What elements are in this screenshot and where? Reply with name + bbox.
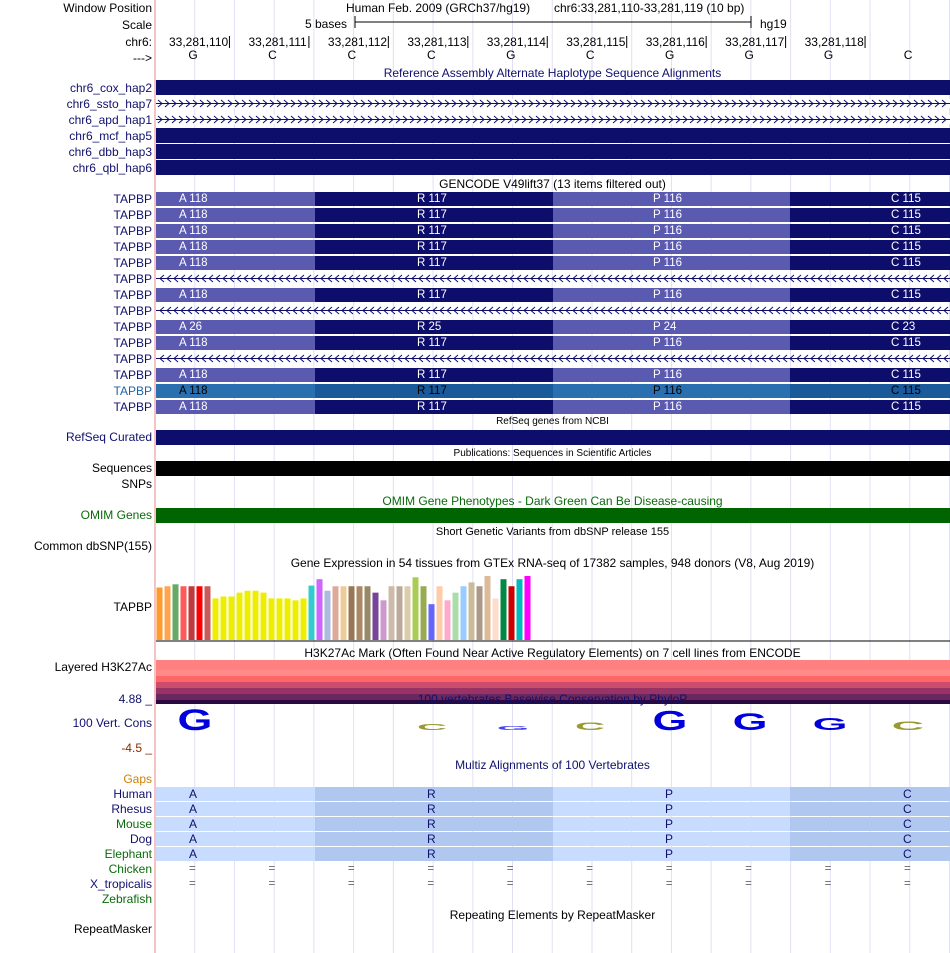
chrom-label: chr6:	[125, 35, 152, 49]
gtex-tissue-bar[interactable]	[525, 576, 531, 640]
gtex-tissue-bar[interactable]	[461, 586, 467, 640]
multiz-aa-block[interactable]	[156, 817, 315, 831]
scale-text: 5 bases	[305, 17, 348, 31]
gtex-tissue-bar[interactable]	[261, 593, 267, 640]
multiz-track-title[interactable]: Multiz Alignments of 100 Vertebrates	[455, 758, 650, 772]
position-tick-label: 33,281,116	[645, 35, 705, 49]
position-tick-label: 33,281,113	[407, 35, 467, 49]
amino-acid-label: P 116	[653, 401, 682, 413]
amino-acid-label: R 117	[417, 385, 447, 397]
gtex-tissue-bar[interactable]	[517, 579, 523, 640]
multiz-species-label[interactable]: Rhesus	[111, 802, 152, 816]
gtex-tissue-bar[interactable]	[373, 593, 379, 640]
amino-acid-label: R 117	[417, 225, 447, 237]
gencode-transcript-label[interactable]: TAPBP	[113, 352, 152, 366]
gencode-transcript-label[interactable]: TAPBP	[113, 304, 152, 318]
base-letter: G	[188, 48, 198, 62]
multiz-aa-label: R	[427, 787, 436, 801]
phylop-base-glyph: C	[574, 720, 606, 733]
amino-acid-label: A 118	[179, 241, 208, 253]
gtex-tissue-bar[interactable]	[269, 598, 275, 640]
alt-haplotype-label[interactable]: chr6_dbb_hap3	[68, 145, 152, 159]
multiz-aa-block[interactable]	[790, 787, 950, 801]
multiz-gap-symbol: =	[745, 878, 752, 890]
multiz-gap-symbol: =	[745, 863, 752, 875]
position-tick-label: 33,281,112	[327, 35, 388, 49]
multiz-species-label[interactable]: Mouse	[115, 817, 152, 831]
alt-haplotype-label[interactable]: chr6_qbl_hap6	[72, 161, 152, 175]
multiz-aa-label: A	[189, 832, 198, 846]
multiz-aa-label: P	[665, 817, 674, 831]
phylop-min-label: -4.5 _	[121, 741, 152, 755]
scale-label: Scale	[121, 18, 152, 32]
gtex-tissue-bar[interactable]	[437, 586, 443, 640]
amino-acid-label: A 118	[179, 401, 208, 413]
amino-acid-label: C 115	[891, 385, 921, 397]
gtex-tissue-bar[interactable]	[349, 586, 355, 640]
base-letter: G	[506, 48, 516, 62]
gtex-tissue-bar[interactable]	[221, 596, 227, 640]
omim-bar[interactable]	[156, 508, 950, 523]
position-tick-label: 33,281,117	[725, 35, 785, 49]
base-letter: G	[665, 48, 675, 62]
amino-acid-label: R 117	[417, 193, 447, 205]
amino-acid-label: R 117	[417, 257, 447, 269]
alt-haplotype-bar[interactable]	[156, 144, 950, 159]
gtex-tissue-bar[interactable]	[245, 591, 251, 640]
alt-haplotype-label[interactable]: chr6_apd_hap1	[68, 113, 152, 127]
phylop-base-glyph: G	[732, 707, 768, 736]
amino-acid-label: R 25	[417, 321, 442, 333]
multiz-gap-symbol: =	[586, 878, 593, 890]
gtex-tissue-bar[interactable]	[333, 586, 339, 640]
base-letter: C	[268, 48, 277, 62]
gencode-transcript-label[interactable]: TAPBP	[113, 336, 152, 350]
amino-acid-label: P 116	[653, 289, 682, 301]
multiz-gap-symbol: =	[506, 878, 514, 890]
phylop-label[interactable]: 100 Vert. Cons	[72, 716, 152, 730]
multiz-aa-label: R	[427, 802, 436, 816]
multiz-gap-symbol: =	[824, 878, 832, 890]
base-letter: C	[903, 48, 913, 62]
codon-block[interactable]	[790, 336, 950, 350]
multiz-species-label[interactable]: Elephant	[104, 847, 152, 861]
amino-acid-label: P 116	[653, 369, 682, 381]
gtex-tissue-bar[interactable]	[301, 598, 307, 640]
multiz-gap-symbol: =	[904, 878, 911, 890]
gtex-tissue-bar[interactable]	[325, 591, 331, 640]
gtex-tissue-bar[interactable]	[469, 582, 475, 640]
gtex-tissue-bar[interactable]	[405, 586, 411, 640]
codon-block[interactable]	[790, 384, 950, 398]
gtex-tissue-bar[interactable]	[277, 598, 283, 640]
amino-acid-label: R 117	[417, 209, 447, 221]
omim-track-title[interactable]: OMIM Gene Phenotypes - Dark Green Can Be Disease-causing	[382, 494, 723, 508]
gtex-tissue-bar[interactable]	[157, 588, 163, 640]
amino-acid-label: P 116	[653, 241, 682, 253]
amino-acid-label: A 118	[179, 337, 208, 349]
multiz-aa-block[interactable]	[156, 787, 315, 801]
h3k27ac-label[interactable]: Layered H3K27Ac	[54, 660, 152, 674]
refseq-bar[interactable]	[156, 430, 950, 445]
amino-acid-label: R 117	[417, 369, 447, 381]
multiz-aa-label: C	[903, 802, 912, 816]
gtex-tissue-bar[interactable]	[493, 598, 499, 640]
amino-acid-label: R 117	[417, 289, 447, 301]
multiz-species-label[interactable]: Human	[113, 787, 152, 801]
phylop-base-glyph: C	[416, 723, 448, 732]
assembly-text: Human Feb. 2009 (GRCh37/hg19)	[346, 1, 531, 15]
repeatmasker-track-title[interactable]: Repeating Elements by RepeatMasker	[449, 908, 656, 922]
gtex-tissue-bar[interactable]	[253, 591, 259, 640]
gtex-tissue-bar[interactable]	[365, 586, 371, 640]
alt-haplotype-bar[interactable]	[156, 128, 950, 143]
multiz-aa-label: C	[903, 817, 912, 831]
base-letter: G	[744, 48, 754, 62]
publications-bar[interactable]	[156, 461, 950, 476]
gtex-tissue-bar[interactable]	[317, 579, 323, 640]
base-letter: G	[823, 48, 834, 62]
amino-acid-label: A 118	[179, 225, 208, 237]
gencode-transcript-label[interactable]: TAPBP	[113, 224, 152, 238]
amino-acid-label: C 115	[891, 401, 921, 413]
multiz-gap-symbol: =	[586, 863, 593, 875]
gtex-tissue-bar[interactable]	[509, 586, 515, 640]
gencode-transcript-label[interactable]: TAPBP	[113, 240, 152, 254]
amino-acid-label: R 117	[417, 337, 447, 349]
gencode-transcript-label[interactable]: TAPBP	[113, 368, 152, 382]
h3k27ac-layer[interactable]	[156, 660, 950, 670]
alt-haplotype-label[interactable]: chr6_cox_hap2	[69, 81, 152, 95]
refseq-track-title[interactable]: RefSeq genes from NCBI	[496, 416, 609, 427]
amino-acid-label: P 24	[653, 321, 677, 333]
multiz-gap-symbol: =	[824, 863, 832, 875]
multiz-aa-label: P	[665, 832, 674, 846]
position-tick-label: 33,281,118	[804, 35, 864, 49]
gtex-tissue-bar[interactable]	[445, 600, 451, 640]
gaps-label[interactable]: Gaps	[123, 772, 152, 786]
multiz-aa-block[interactable]	[156, 847, 315, 861]
gencode-transcript-label[interactable]: TAPBP	[113, 288, 152, 302]
phylop-base-glyph: G	[812, 714, 848, 735]
multiz-gap-symbol: =	[347, 878, 355, 890]
phylop-max-label: 4.88 _	[118, 692, 152, 706]
gtex-tissue-bar[interactable]	[181, 586, 187, 640]
publications-track-title[interactable]: Publications: Sequences in Scientific Articles	[453, 448, 652, 459]
multiz-gap-symbol: =	[268, 878, 276, 890]
codon-block[interactable]	[790, 256, 950, 270]
codon-block[interactable]	[790, 208, 950, 222]
amino-acid-label: C 115	[891, 209, 921, 221]
repeatmasker-label[interactable]: RepeatMasker	[73, 922, 152, 936]
position-tick-label: 33,281,115	[566, 35, 626, 49]
h3k27ac-layer[interactable]	[156, 670, 950, 676]
gtex-label[interactable]: TAPBP	[113, 600, 152, 614]
multiz-gap-symbol: =	[904, 863, 911, 875]
gencode-transcript-label[interactable]: TAPBP	[113, 320, 152, 334]
gencode-track-title[interactable]: GENCODE V49lift37 (13 items filtered out)	[439, 177, 666, 191]
h3k27ac-track-title[interactable]: H3K27Ac Mark (Often Found Near Active Regulatory Elements) on 7 cell lines from ENCODE	[304, 646, 801, 660]
phylop-track-title[interactable]: 100 vertebrates Basewise Conservation by PhyloP	[417, 692, 688, 706]
amino-acid-label: A 118	[179, 257, 208, 269]
codon-block[interactable]	[790, 240, 950, 254]
gtex-tissue-bar[interactable]	[197, 586, 203, 640]
amino-acid-label: C 23	[891, 321, 916, 333]
multiz-gap-symbol: =	[268, 863, 276, 875]
phylop-base-glyph: G	[496, 725, 530, 732]
codon-block[interactable]	[790, 320, 950, 334]
multiz-gap-symbol: =	[427, 878, 435, 890]
multiz-aa-block[interactable]	[790, 847, 950, 861]
h3k27ac-layer[interactable]	[156, 676, 950, 682]
gtex-tissue-bar[interactable]	[309, 586, 315, 640]
multiz-aa-block[interactable]	[156, 832, 315, 846]
snps-label[interactable]: SNPs	[121, 477, 152, 491]
phylop-base-glyph: C	[891, 719, 925, 733]
amino-acid-label: R 117	[417, 241, 447, 253]
multiz-aa-label: C	[903, 787, 912, 801]
phylop-base-glyph: G	[652, 704, 688, 736]
gtex-tissue-bar[interactable]	[397, 586, 403, 640]
gtex-tissue-bar[interactable]	[293, 600, 299, 640]
multiz-species-label[interactable]: Dog	[129, 832, 152, 846]
gencode-transcript-label[interactable]: TAPBP	[113, 256, 152, 270]
multiz-gap-symbol: =	[506, 863, 514, 875]
position-tick-label: 33,281,110	[169, 35, 229, 49]
alt-haplotype-label[interactable]: chr6_mcf_hap5	[69, 129, 152, 143]
multiz-aa-label: C	[903, 832, 912, 846]
gtex-tissue-bar[interactable]	[501, 579, 507, 640]
multiz-aa-label: R	[427, 847, 436, 861]
amino-acid-label: P 116	[653, 337, 682, 349]
gtex-tissue-bar[interactable]	[421, 586, 427, 640]
multiz-aa-block[interactable]	[790, 817, 950, 831]
gtex-tissue-bar[interactable]	[381, 600, 387, 640]
amino-acid-label: P 116	[653, 257, 682, 269]
amino-acid-label: C 115	[891, 369, 921, 381]
amino-acid-label: R 117	[417, 401, 447, 413]
alt-haplotype-bar[interactable]	[156, 80, 950, 95]
multiz-gap-symbol: =	[665, 863, 673, 875]
amino-acid-label: C 115	[891, 337, 921, 349]
position-text: chr6:33,281,110-33,281,119 (10 bp)	[554, 1, 745, 15]
gtex-tissue-bar[interactable]	[389, 586, 395, 640]
gtex-tissue-bar[interactable]	[477, 586, 483, 640]
db-text: hg19	[760, 17, 787, 31]
multiz-aa-block[interactable]	[156, 802, 315, 816]
amino-acid-label: A 118	[179, 289, 208, 301]
base-letter: C	[427, 48, 436, 62]
multiz-aa-label: C	[903, 847, 912, 861]
gtex-track-title[interactable]: Gene Expression in 54 tissues from GTEx RNA-seq of 17382 samples, 948 donors (V8, Aug 2019)	[290, 556, 815, 570]
gtex-tissue-bar[interactable]	[341, 586, 347, 640]
gencode-transcript-label[interactable]: TAPBP	[113, 272, 152, 286]
position-tick-label: 33,281,114	[486, 35, 546, 49]
amino-acid-label: A 26	[179, 321, 203, 333]
amino-acid-label: P 116	[653, 225, 682, 237]
multiz-species-label[interactable]: Chicken	[108, 862, 152, 876]
omim-label[interactable]: OMIM Genes	[80, 508, 152, 522]
multiz-gap-symbol: =	[427, 863, 435, 875]
multiz-gap-symbol: =	[665, 878, 673, 890]
codon-block[interactable]	[790, 400, 950, 414]
amino-acid-label: C 115	[891, 225, 921, 237]
gtex-tissue-bar[interactable]	[173, 584, 179, 640]
multiz-gap-symbol: =	[189, 863, 196, 875]
dbsnp-label[interactable]: Common dbSNP(155)	[33, 539, 152, 553]
position-tick-label: 33,281,111	[248, 35, 307, 49]
gtex-tissue-bar[interactable]	[165, 586, 171, 640]
strand-label: --->	[133, 51, 152, 65]
alt-haplotype-bar[interactable]	[156, 160, 950, 175]
gencode-transcript-label[interactable]: TAPBP	[113, 400, 152, 414]
alt-haplotype-label[interactable]: chr6_ssto_hap7	[66, 97, 152, 111]
base-letter: C	[347, 48, 357, 62]
multiz-aa-label: A	[189, 817, 198, 831]
multiz-aa-block[interactable]	[790, 832, 950, 846]
codon-block[interactable]	[790, 192, 950, 206]
amino-acid-label: C 115	[891, 289, 921, 301]
multiz-aa-label: R	[427, 832, 436, 846]
codon-block[interactable]	[790, 368, 950, 382]
multiz-gap-symbol: =	[189, 878, 196, 890]
multiz-aa-label: A	[189, 787, 198, 801]
amino-acid-label: C 115	[891, 257, 921, 269]
multiz-aa-block[interactable]	[790, 802, 950, 816]
phylop-base-glyph: G	[177, 703, 213, 738]
multiz-gap-symbol: =	[347, 863, 355, 875]
gtex-tissue-bar[interactable]	[429, 604, 435, 640]
multiz-aa-label: A	[189, 802, 198, 816]
amino-acid-label: A 118	[179, 209, 208, 221]
amino-acid-label: P 116	[653, 385, 682, 397]
multiz-aa-label: P	[665, 787, 674, 801]
refseq-label[interactable]: RefSeq Curated	[65, 430, 152, 444]
amino-acid-label: P 116	[653, 193, 682, 205]
codon-block[interactable]	[790, 224, 950, 238]
multiz-aa-label: P	[665, 802, 674, 816]
gtex-tissue-bar[interactable]	[357, 586, 363, 640]
gtex-tissue-bar[interactable]	[485, 576, 491, 640]
gtex-tissue-bar[interactable]	[213, 598, 219, 640]
gencode-transcript-label[interactable]: TAPBP	[113, 192, 152, 206]
amino-acid-label: C 115	[891, 193, 921, 205]
dbsnp-track-title[interactable]: Short Genetic Variants from dbSNP release 155	[435, 526, 670, 538]
alt-haplotype-track-title[interactable]: Reference Assembly Alternate Haplotype Sequence Alignments	[383, 66, 722, 80]
window-position-label: Window Position	[63, 1, 152, 15]
gtex-tissue-bar[interactable]	[237, 593, 243, 640]
gencode-transcript-label[interactable]: TAPBP	[113, 208, 152, 222]
multiz-aa-label: R	[427, 817, 436, 831]
multiz-aa-label: A	[189, 847, 198, 861]
amino-acid-label: C 115	[891, 241, 921, 253]
gtex-tissue-bar[interactable]	[189, 586, 195, 640]
amino-acid-label: A 118	[179, 369, 208, 381]
h3k27ac-layer[interactable]	[156, 682, 950, 688]
codon-block[interactable]	[790, 288, 950, 302]
amino-acid-label: A 118	[179, 385, 208, 397]
amino-acid-label: A 118	[179, 193, 208, 205]
amino-acid-label: P 116	[653, 209, 682, 221]
multiz-species-label[interactable]: X_tropicalis	[89, 877, 152, 891]
gtex-tissue-bar[interactable]	[229, 596, 235, 640]
multiz-species-label[interactable]: Zebrafish	[101, 892, 152, 906]
gencode-transcript-label[interactable]: TAPBP	[113, 384, 152, 398]
gtex-tissue-bar[interactable]	[285, 598, 291, 640]
gtex-tissue-bar[interactable]	[205, 586, 211, 640]
multiz-aa-label: P	[665, 847, 674, 861]
base-letter: C	[585, 48, 595, 62]
sequences-label[interactable]: Sequences	[91, 461, 152, 475]
gtex-tissue-bar[interactable]	[413, 577, 419, 640]
gtex-tissue-bar[interactable]	[453, 593, 459, 640]
